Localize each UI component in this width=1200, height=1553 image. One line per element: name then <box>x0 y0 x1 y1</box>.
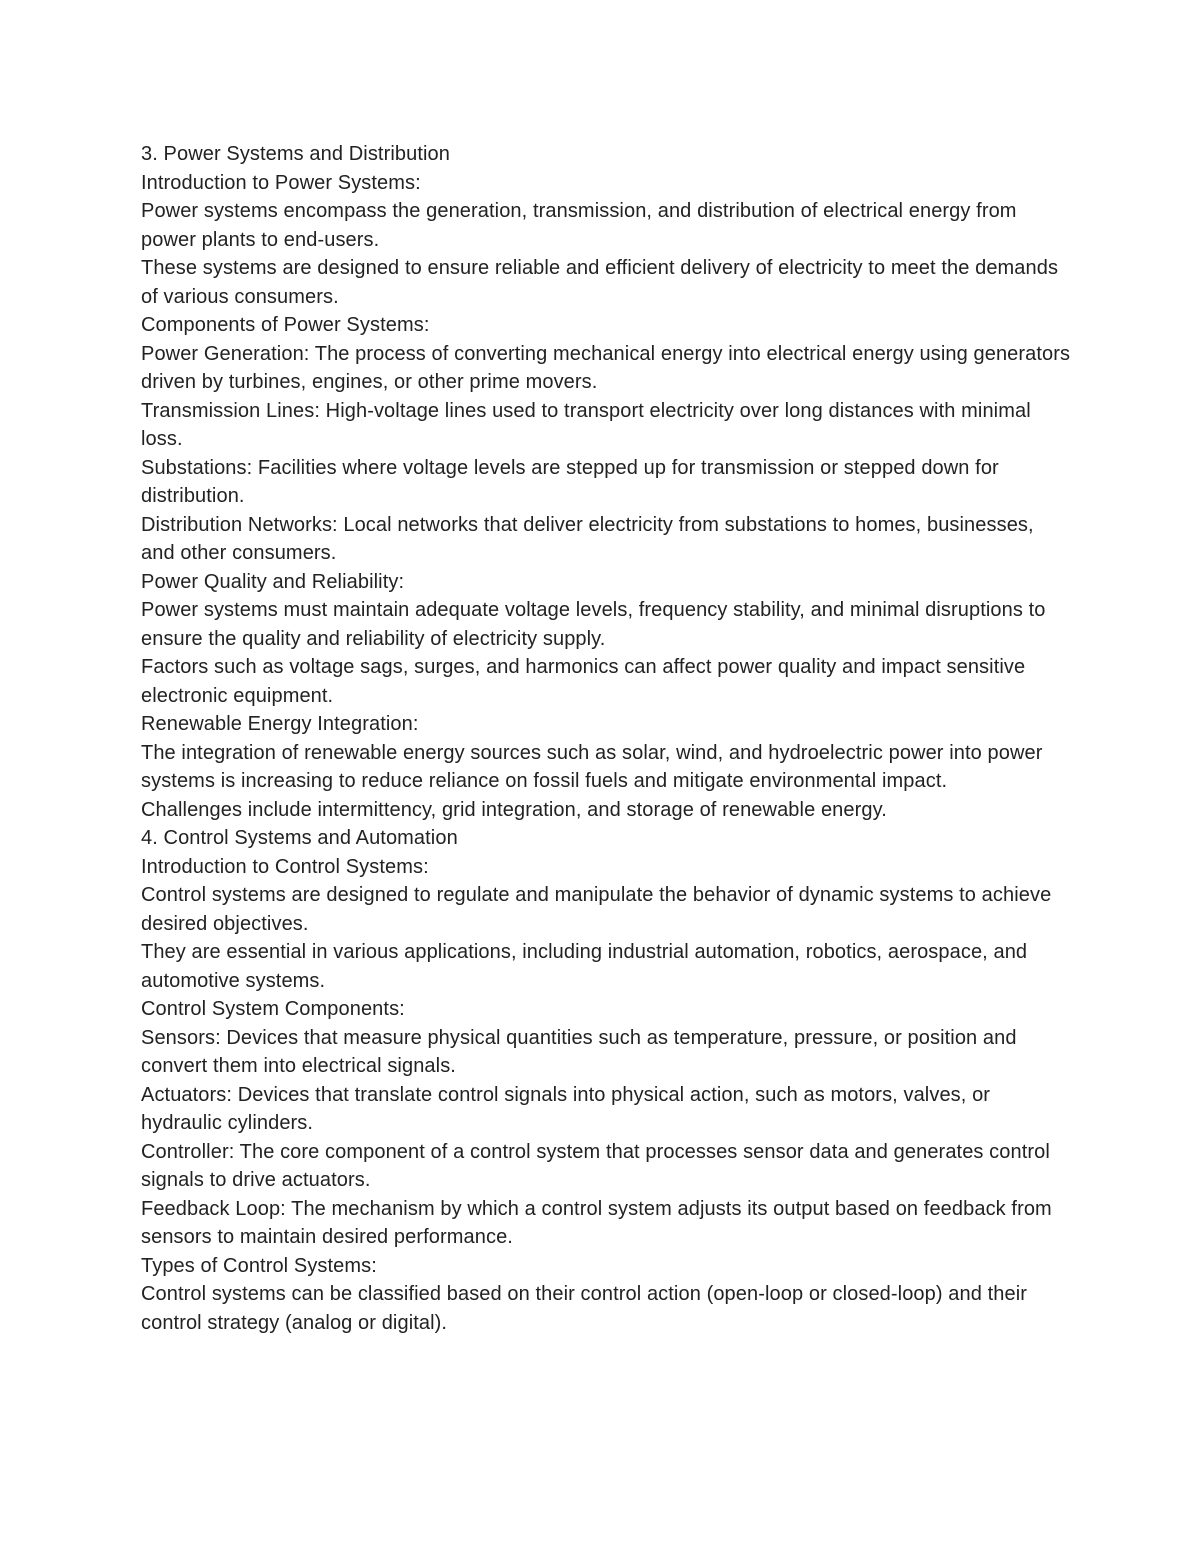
paragraph: Challenges include intermittency, grid integration, and storage of renewable energy. <box>141 798 887 821</box>
paragraph: Sensors: Devices that measure physical quantities such as temperature, pressure, or position and convert them into electrical signals. <box>141 1026 1017 1077</box>
section-heading: 3. Power Systems and Distribution <box>141 143 450 165</box>
paragraph: Control systems are designed to regulate and manipulate the behavior of dynamic systems to achieve desired objectives. <box>141 884 1052 935</box>
paragraph: Transmission Lines: High-voltage lines used to transport electricity over long distances with minimal loss. <box>141 399 1031 450</box>
subheading: Introduction to Control Systems: <box>141 855 429 878</box>
paragraph: The integration of renewable energy sources such as solar, wind, and hydroelectric power into power systems is increasing to reduce reliance on fossil fuels and mitigate environmental impact. <box>141 741 1043 792</box>
section-heading: 4. Control Systems and Automation <box>141 827 458 849</box>
paragraph: Feedback Loop: The mechanism by which a control system adjusts its output based on feedback from sensors to maintain desired performance. <box>141 1197 1052 1248</box>
subheading: Renewable Energy Integration: <box>141 713 419 735</box>
paragraph: Distribution Networks: Local networks that deliver electricity from substations to homes, businesses, and other consumers. <box>141 513 1034 564</box>
document-body <box>141 140 1071 1337</box>
subheading: Power Quality and Reliability: <box>141 570 405 593</box>
paragraph: Controller: The core component of a control system that processes sensor data and generates control signals to drive actuators. <box>141 1140 1050 1191</box>
paragraph: Control systems can be classified based on their control action (open-loop or closed-loop) and their control strategy (analog or digital). <box>141 1283 1028 1334</box>
paragraph: Factors such as voltage sags, surges, and harmonics can affect power quality and impact sensitive electronic equipment. <box>141 656 1026 707</box>
paragraph: Substations: Facilities where voltage levels are stepped up for transmission or stepped down for distribution. <box>141 456 999 507</box>
subheading: Introduction to Power Systems: <box>141 171 421 194</box>
paragraph: These systems are designed to ensure reliable and efficient delivery of electricity to meet the demands of various consumers. <box>141 257 1059 308</box>
paragraph: Power Generation: The process of converting mechanical energy into electrical energy using generators driven by turbines, engines, or other prime movers. <box>141 342 1071 393</box>
paragraph: They are essential in various applications, including industrial automation, robotics, aerospace, and automotive systems. <box>141 941 1028 992</box>
paragraph: Power systems must maintain adequate voltage levels, frequency stability, and minimal disruptions to ensure the quality and reliability of electricity supply. <box>141 599 1046 650</box>
subheading: Components of Power Systems: <box>141 314 430 336</box>
subheading: Types of Control Systems: <box>141 1254 377 1277</box>
paragraph: Power systems encompass the generation, transmission, and distribution of electrical energy from power plants to end-users. <box>141 200 1017 251</box>
paragraph: Actuators: Devices that translate control signals into physical action, such as motors, valves, or hydraulic cylinders. <box>141 1083 991 1134</box>
subheading: Control System Components: <box>141 998 405 1020</box>
